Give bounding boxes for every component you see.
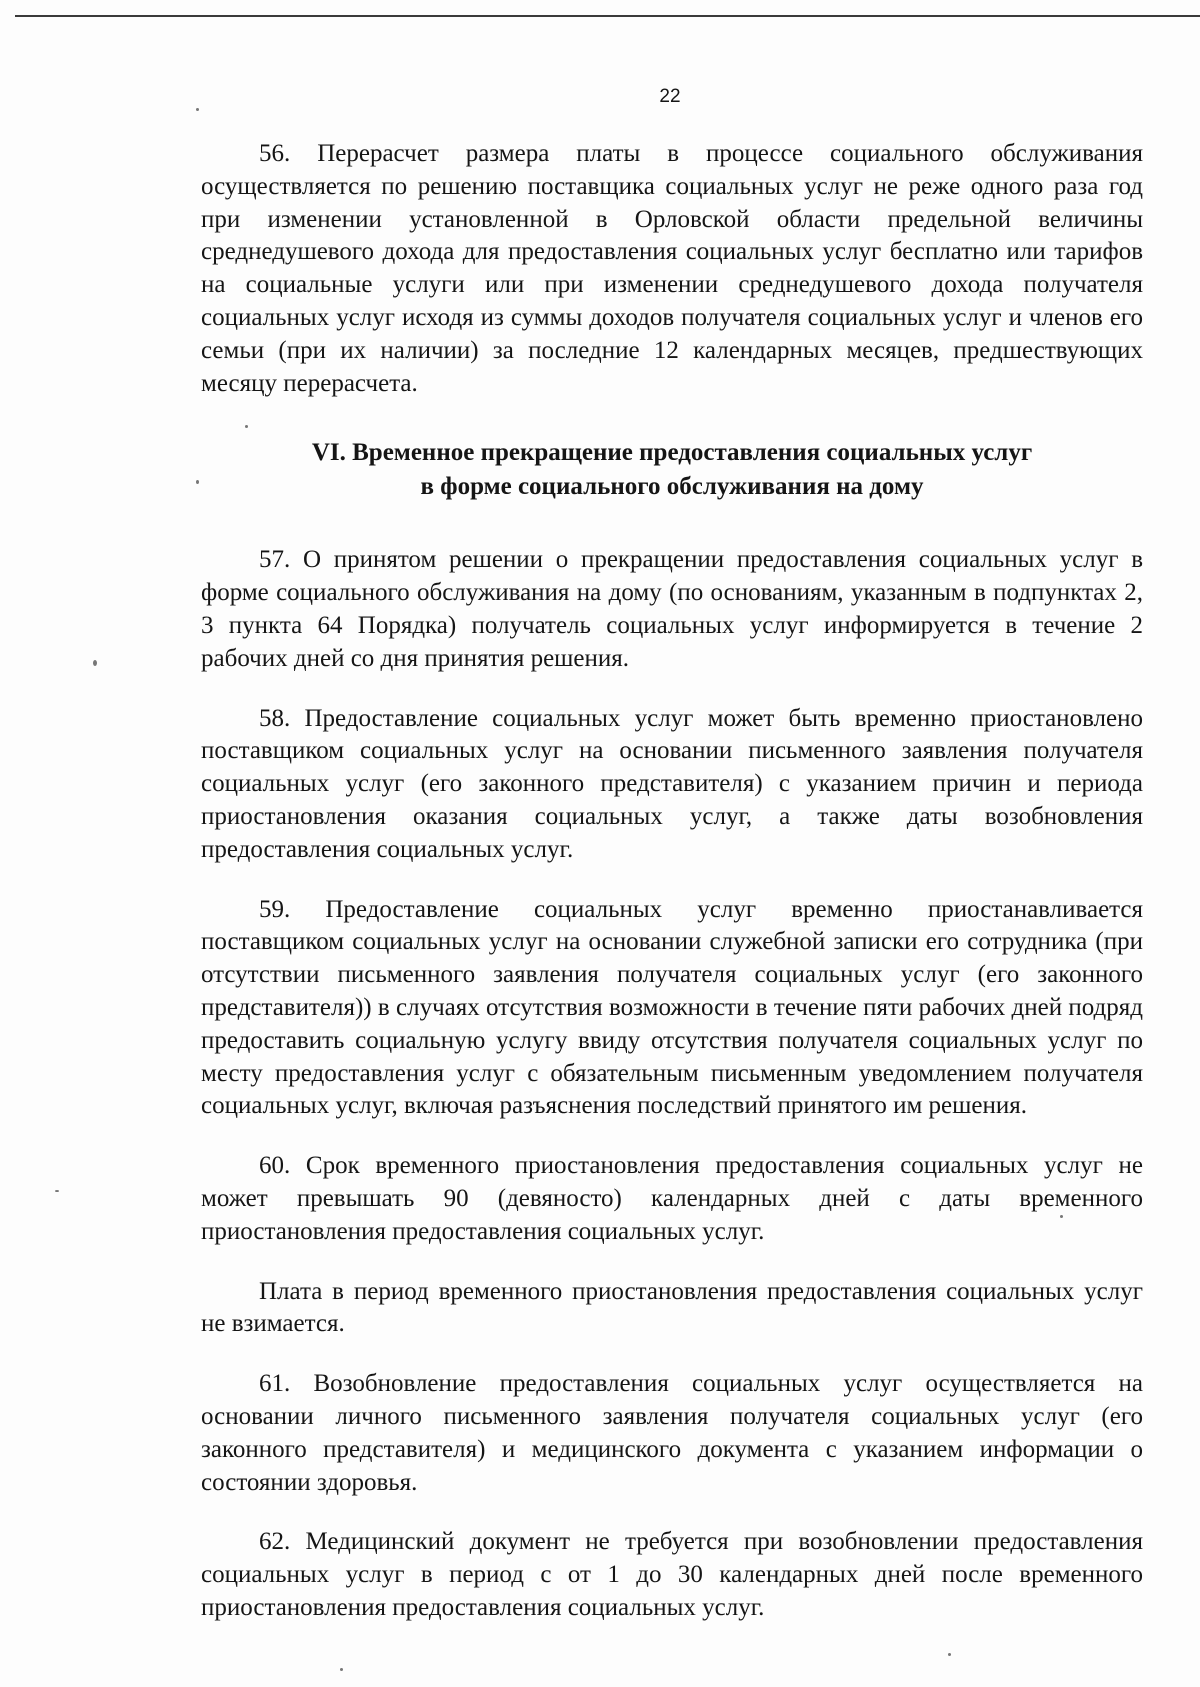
- paragraph-61: 61. Возобновление предоставления социальных услуг осуществляется на основании личного письменного заявления получателя социальных услуг (его законного представителя) и медицинского документа с указанием информации о состоянии здоровья.: [201, 1370, 1143, 1496]
- paragraph-60-payment: Плата в период временного приостановления предоставления социальных услуг не взимается.: [201, 1277, 1143, 1338]
- scan-speck: [1060, 1215, 1063, 1218]
- scan-speck: [196, 480, 199, 484]
- section-heading-line-2: в форме социального обслуживания на дому: [420, 473, 924, 501]
- paragraph-56: 56. Перерасчет размера платы в процессе социального обслуживания осуществляется по решению поставщика социальных услуг не реже одного раза год при изменении установленной в Орловской области предельной величины среднедушевого дохода для предоставления социальных услуг бесплатно или тарифов на социальные услуги или при изменении среднедушевого дохода получателя социальных услуг исходя из суммы доходов получателя социальных услуг и членов его семьи (при их наличии) за последние 12 календарных месяцев, предшествующих месяцу перерасчета.: [201, 140, 1143, 397]
- section-heading-line-1: VI. Временное прекращение предоставления социальных услуг: [311, 439, 1033, 467]
- top-border-line: [15, 15, 1200, 17]
- page-number: 22: [659, 86, 681, 107]
- scan-speck: [948, 1653, 951, 1656]
- scan-speck: [55, 1190, 59, 1192]
- paragraph-58: 58. Предоставление социальных услуг может быть временно приостановлено поставщиком социальных услуг на основании письменного заявления получателя социальных услуг (его законного представителя) с указанием причин и периода приостановления оказания социальных услуг, а также даты возобновления предоставления социальных услуг.: [201, 704, 1143, 863]
- scan-speck: [245, 425, 248, 428]
- paragraph-62: 62. Медицинский документ не требуется при возобновлении предоставления социальных услуг в период с от 1 до 30 календарных дней после временного приостановления предоставления социальных услуг.: [201, 1528, 1143, 1621]
- paragraph-60: 60. Срок временного приостановления предоставления социальных услуг не может превышать 90 (девяносто) календарных дней с даты временного приостановления предоставления социальных услуг.: [201, 1152, 1143, 1245]
- section-heading: [201, 436, 1143, 504]
- scan-speck: [196, 108, 199, 111]
- document-body: [201, 138, 1143, 1625]
- paragraph-57: 57. О принятом решении о прекращении предоставления социальных услуг в форме социального обслуживания на дому (по основаниям, указанным в подпунктах 2, 3 пункта 64 Порядка) получатель социальных услуг информируется в течение 2 рабочих дней со дня принятия решения.: [201, 546, 1143, 672]
- scan-speck: [340, 1668, 343, 1671]
- scan-speck: [93, 660, 97, 666]
- paragraph-59: 59. Предоставление социальных услуг временно приостанавливается поставщиком социальных услуг на основании служебной записки его сотрудника (при отсутствии письменного заявления получателя социальных услуг (его законного представителя)) в случаях отсутствия возможности в течение пяти рабочих дней подряд предоставить социальную услугу ввиду отсутствия получателя социальных услуг по месту предоставления услуг с обязательным письменным уведомлением получателя социальных услуг, включая разъяснения последствий принятого им решения.: [201, 895, 1143, 1120]
